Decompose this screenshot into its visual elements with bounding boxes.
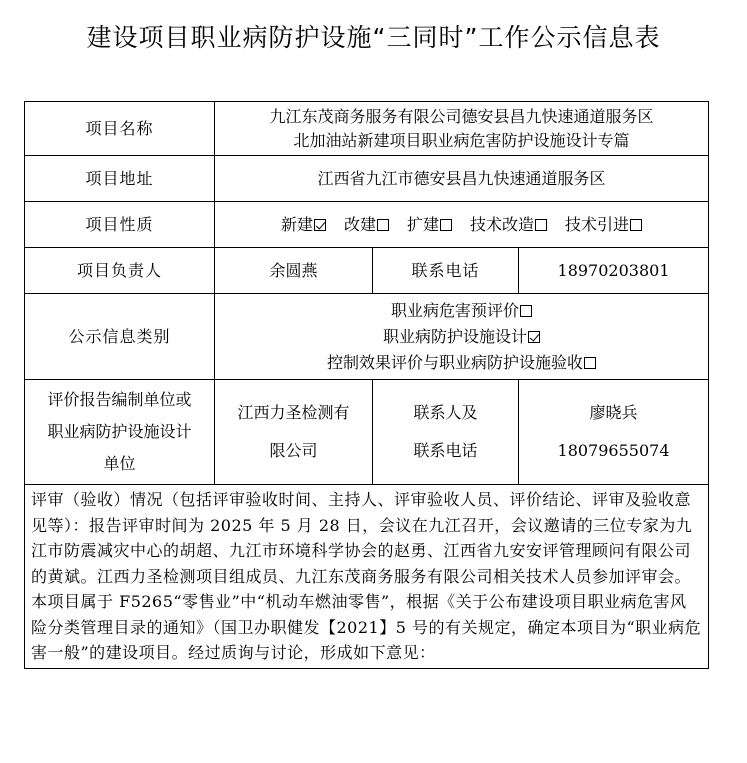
row-project-name [25, 102, 709, 156]
project-nature-options [215, 202, 709, 248]
contact-phone: 18079655074 [557, 441, 670, 460]
nature-option-tech-renovation-label: 技术改造 [470, 214, 535, 234]
category-option-control-evaluation[interactable] [219, 350, 704, 376]
report-unit-label-line3: 单位 [103, 454, 136, 473]
checkbox-empty-icon[interactable] [535, 219, 547, 231]
row-report-unit [25, 380, 709, 485]
report-unit-label-line1: 评价报告编制单位或 [47, 390, 192, 409]
checkbox-empty-icon[interactable] [630, 219, 642, 231]
nature-option-rebuild[interactable] [344, 215, 389, 234]
project-manager-name: 余圆燕 [215, 248, 373, 294]
manager-phone: 18970203801 [519, 248, 709, 294]
contact-name: 廖晓兵 [589, 403, 638, 422]
project-name-line2: 北加油站新建项目职业病危害防护设施设计专篇 [293, 130, 630, 150]
nature-option-tech-import[interactable] [565, 215, 642, 234]
row-project-nature [25, 202, 709, 248]
category-option-control-evaluation-label: 控制效果评价与职业病防护设施验收 [327, 352, 584, 372]
row-project-address [25, 156, 709, 202]
row-review [25, 485, 709, 669]
project-name-line1: 九江东茂商务服务有限公司德安县昌九快速通道服务区 [269, 106, 654, 126]
checkbox-checked-icon[interactable] [528, 331, 540, 343]
nature-option-expand[interactable] [407, 215, 452, 234]
page-title: 建设项目职业病防护设施“三同时”工作公示信息表 [86, 23, 661, 52]
nature-option-rebuild-label: 改建 [343, 214, 376, 234]
checkbox-empty-icon[interactable] [377, 219, 389, 231]
review-text: 评审（验收）情况（包括评审验收时间、主持人、评审验收人员、评价结论、评审及验收意见等）：报告评审时间为 2025 年 5 月 28 日，会议在九江召开，会议邀请的三位专家为九江市防震减灾中心的胡超、九江市环境科学协会的赵勇、江西省九安安评管理顾问有限公司的黄斌。江西力圣检测项目组成员、九江东茂商务服务有限公司相关技术人员参加评审会。本项目属于 F5265“零售业”中“机动车燃油零售”，根据《关于公布建设项目职业病危害风险分类管理目录的通知》（国卫办职健发【2021】5 号的有关规定，确定本项目为“职业病危害一般”的建设项目。经过质询与讨论，形成如下意见： [25, 485, 709, 669]
checkbox-empty-icon[interactable] [584, 357, 596, 369]
report-unit-label-line2: 职业病防护设施设计 [47, 422, 192, 441]
report-unit-label [25, 380, 215, 485]
project-name-label: 项目名称 [25, 102, 215, 156]
project-address-value: 江西省九江市德安县昌九快速通道服务区 [215, 156, 709, 202]
report-unit-name [215, 380, 373, 485]
contact-label [373, 380, 519, 485]
project-name-value [215, 102, 709, 156]
checkbox-checked-icon[interactable] [314, 219, 326, 231]
checkbox-empty-icon[interactable] [520, 305, 532, 317]
category-option-facility-design[interactable] [219, 324, 704, 350]
row-disclosure-category [25, 294, 709, 380]
report-unit-name-line1: 江西力圣检测有 [237, 403, 350, 422]
disclosure-table [24, 101, 709, 669]
row-project-manager [25, 248, 709, 294]
category-option-pre-evaluation[interactable] [219, 298, 704, 324]
project-nature-label: 项目性质 [25, 202, 215, 248]
contact-label-line1: 联系人及 [413, 403, 478, 422]
report-unit-name-line2: 限公司 [269, 441, 318, 460]
project-address-label: 项目地址 [25, 156, 215, 202]
disclosure-category-options [215, 294, 709, 380]
nature-option-new-label: 新建 [280, 214, 313, 234]
contact-label-line2: 联系电话 [413, 441, 478, 460]
manager-phone-label: 联系电话 [373, 248, 519, 294]
project-manager-label: 项目负责人 [25, 248, 215, 294]
nature-option-tech-renovation[interactable] [470, 215, 547, 234]
disclosure-category-label: 公示信息类别 [25, 294, 215, 380]
nature-option-expand-label: 扩建 [407, 214, 440, 234]
category-option-facility-design-label: 职业病防护设施设计 [383, 326, 528, 346]
nature-option-tech-import-label: 技术引进 [565, 214, 630, 234]
checkbox-empty-icon[interactable] [440, 219, 452, 231]
nature-option-new[interactable] [281, 215, 326, 234]
category-option-pre-evaluation-label: 职业病危害预评价 [391, 300, 520, 320]
contact-info [519, 380, 709, 485]
